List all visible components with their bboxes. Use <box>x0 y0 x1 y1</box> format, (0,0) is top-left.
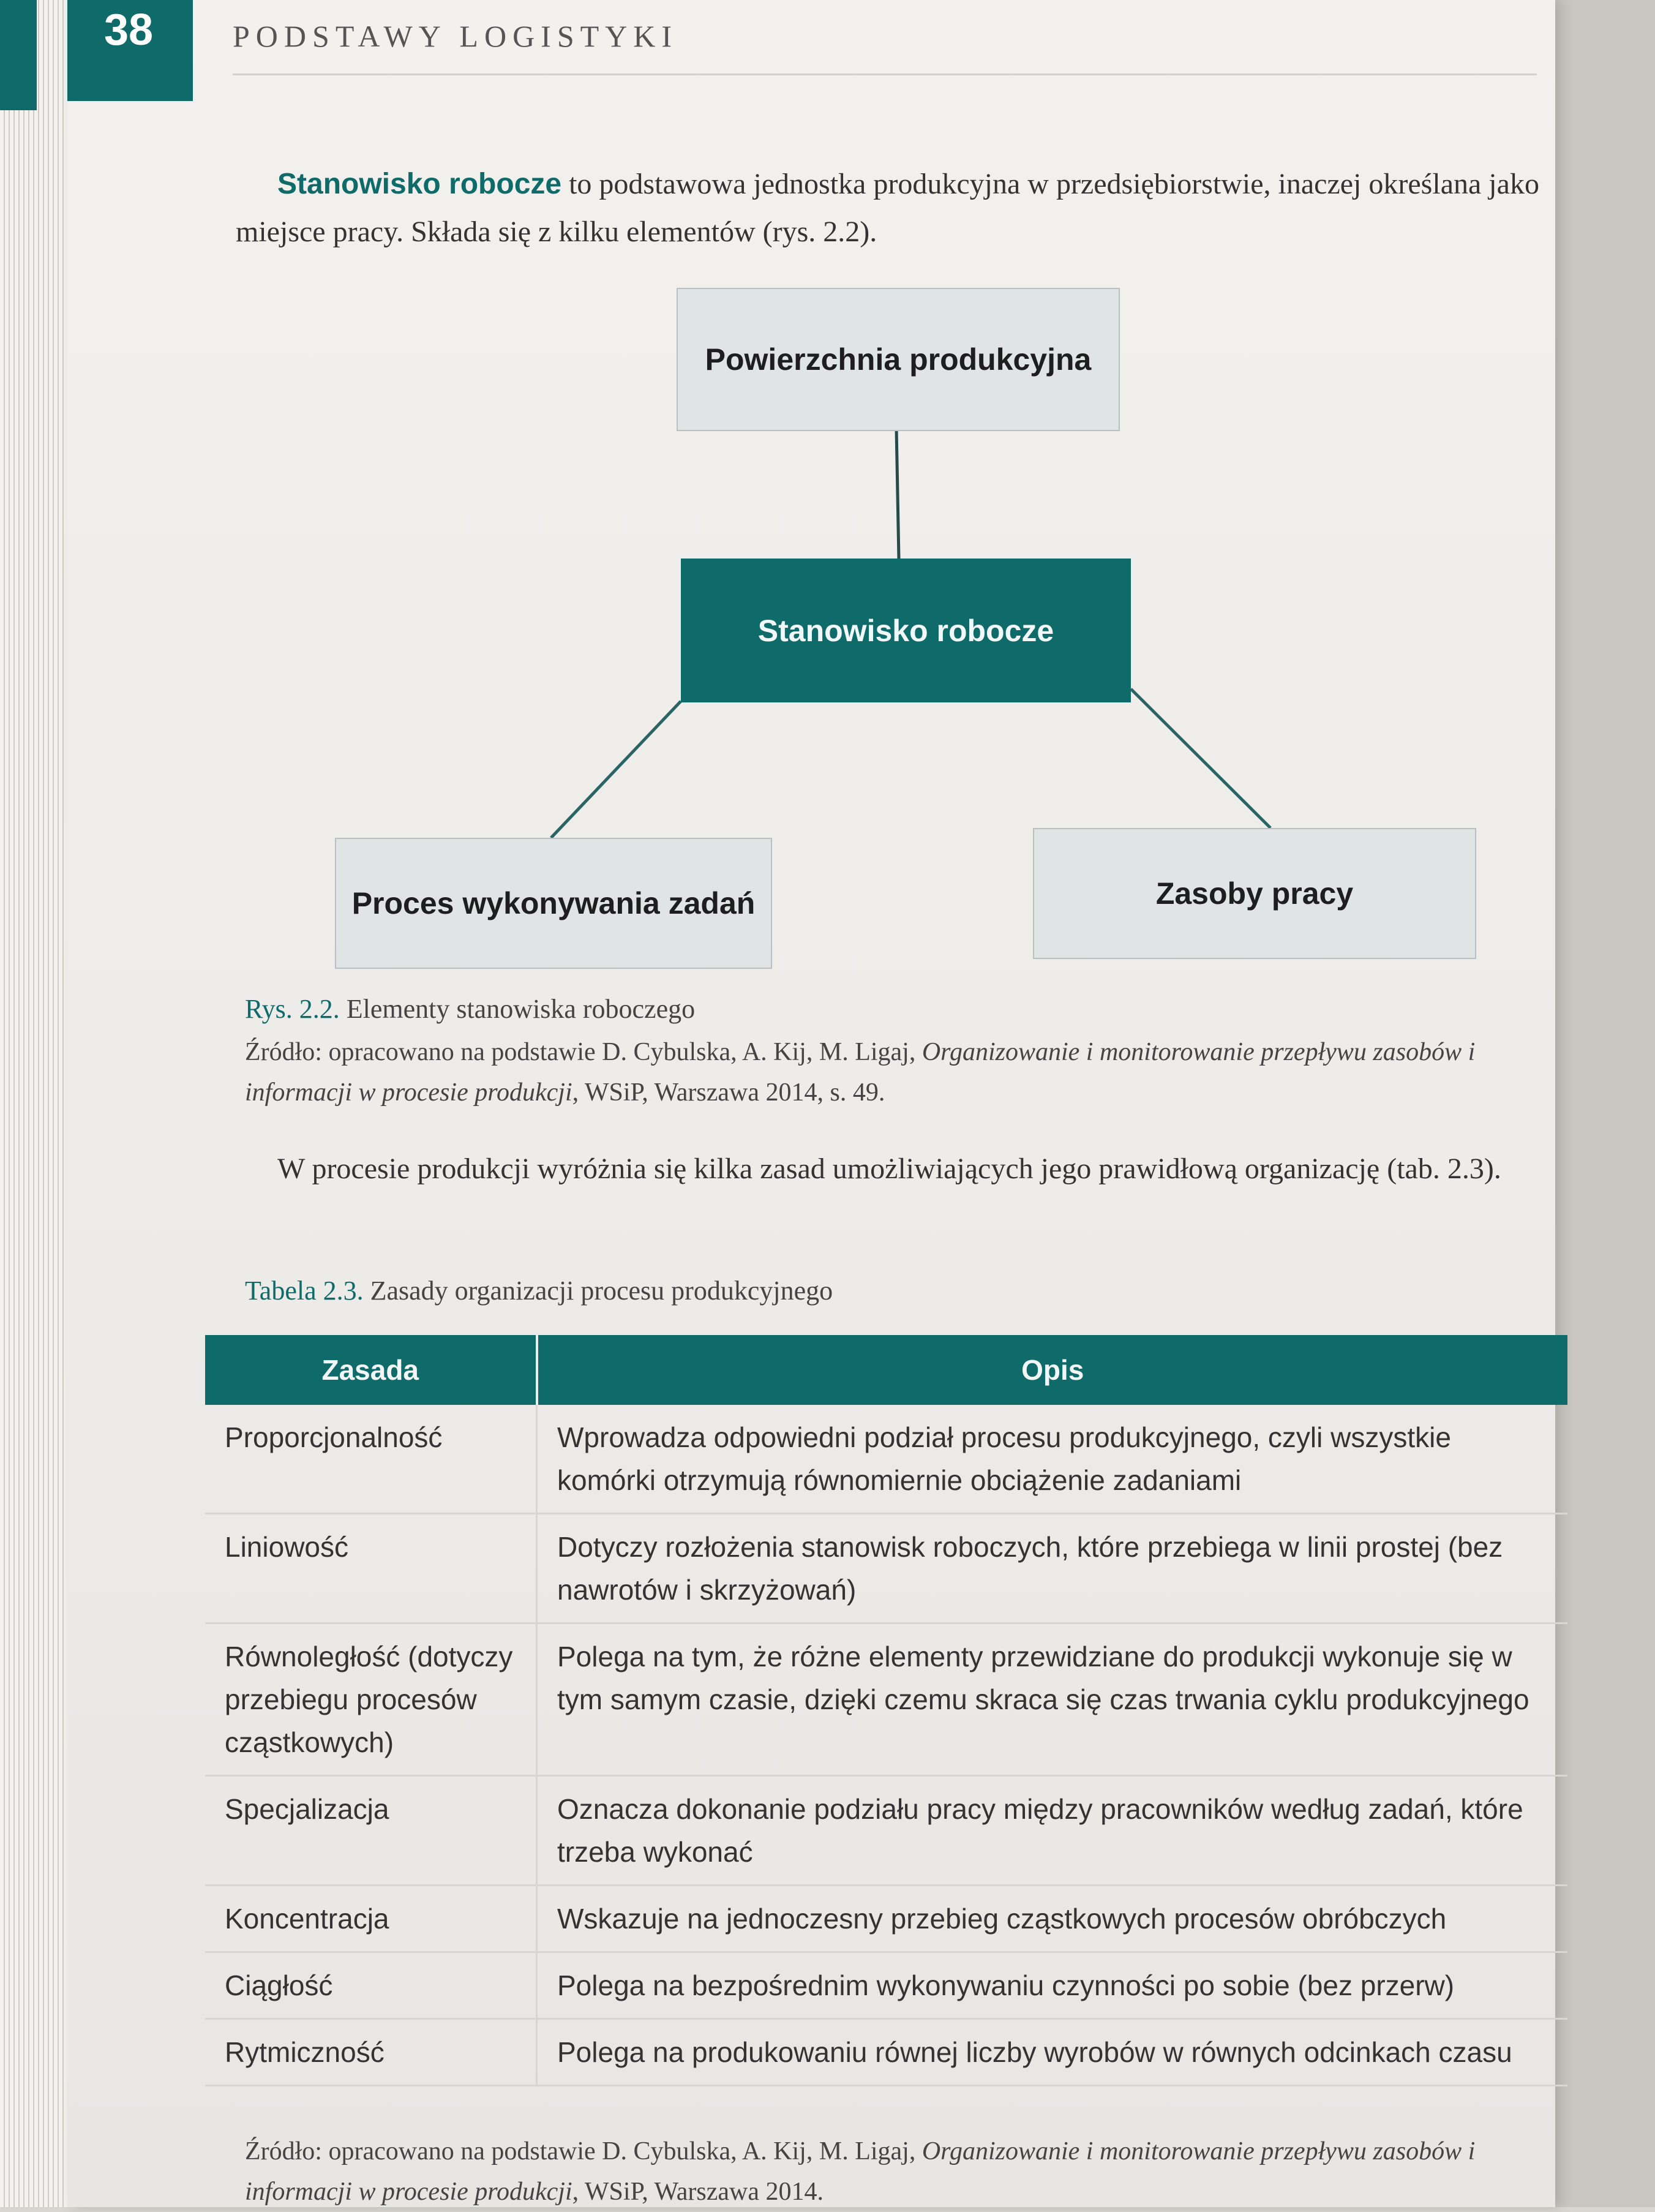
cell-zasada: Rytmiczność <box>205 2019 537 2086</box>
book-right-margin <box>1555 0 1655 2207</box>
figure-number: Rys. 2.2. <box>245 994 340 1024</box>
table-row <box>205 1886 1567 1952</box>
table-title: Zasady organizacji procesu produkcyjnego <box>363 1276 833 1306</box>
table-source-suffix: , WSiP, Warszawa 2014. <box>572 2178 824 2206</box>
connector-top <box>896 429 899 559</box>
table-row <box>205 2019 1567 2086</box>
figure-source-suffix: , WSiP, Warszawa 2014, s. 49. <box>572 1078 885 1107</box>
cell-zasada: Proporcjonalność <box>205 1405 537 1514</box>
node-proces: Proces wykonywania zadań <box>335 838 772 969</box>
cell-opis: Polega na bezpośrednim wykonywaniu czynności po sobie (bez przerw) <box>537 1952 1568 2019</box>
table-caption <box>245 1271 833 1311</box>
cell-opis: Wskazuje na jednoczesny przebieg cząstkowych procesów obróbczych <box>537 1886 1568 1952</box>
node-stanowisko: Stanowisko robocze <box>681 559 1131 702</box>
cell-opis: Polega na produkowaniu równej liczby wyrobów w równych odcinkach czasu <box>537 2019 1568 2086</box>
header-zasada: Zasada <box>205 1335 537 1405</box>
connector-left <box>551 701 681 838</box>
figure-source-prefix: Źródło: opracowano na podstawie D. Cybulska, A. Kij, M. Ligaj, <box>245 1038 922 1066</box>
node-zasoby: Zasoby pracy <box>1033 828 1476 959</box>
figure-source-title: Organizowanie i monitorowanie przepływu zasobów i informacji w procesie produkcji <box>245 1038 1476 1107</box>
figure-title: Elementy stanowiska roboczego <box>339 994 696 1024</box>
diagram <box>67 0 1555 1010</box>
running-title: PODSTAWY LOGISTYKI <box>233 19 678 53</box>
cell-zasada: Ciągłość <box>205 1952 537 2019</box>
cell-zasada: Liniowość <box>205 1514 537 1623</box>
page-number: 38 <box>104 6 154 55</box>
table-row <box>205 1776 1567 1886</box>
cell-opis: Oznacza dokonanie podziału pracy między pracowników według zadań, które trzeba wykonać <box>537 1776 1568 1886</box>
table-number: Tabela 2.3. <box>245 1276 364 1306</box>
intro-term: Stanowisko robocze <box>277 168 562 200</box>
page-edge-stack <box>0 0 67 2207</box>
paragraph-2: W procesie produkcji wyróżnia się kilka zasad umożliwiających jego prawidłową organizację (tab. 2.3). <box>277 1153 1501 1185</box>
page-edge-tab <box>0 0 37 110</box>
cell-zasada: Specjalizacja <box>205 1776 537 1886</box>
connector-right <box>1131 689 1270 828</box>
table-row <box>205 1514 1567 1623</box>
figure-source <box>245 1032 1549 1113</box>
table-source-prefix: Źródło: opracowano na podstawie D. Cybulska, A. Kij, M. Ligaj, <box>245 2137 922 2165</box>
cell-opis: Wprowadza odpowiedni podział procesu produkcyjnego, czyli wszystkie komórki otrzymują równomiernie obciążenie zadaniami <box>537 1405 1568 1514</box>
table-row <box>205 1405 1567 1514</box>
book-page <box>67 0 1555 2207</box>
cell-zasada: Koncentracja <box>205 1886 537 1952</box>
figure-caption <box>245 989 695 1029</box>
table-row <box>205 1952 1567 2019</box>
cell-opis: Dotyczy rozłożenia stanowisk roboczych, które przebiega w linii prostej (bez nawrotów i skrzyżowań) <box>537 1514 1568 1623</box>
table-header-row <box>205 1335 1567 1405</box>
table-source-title: Organizowanie i monitorowanie przepływu zasobów i informacji w procesie produkcji <box>245 2137 1476 2206</box>
node-powierzchnia: Powierzchnia produkcyjna <box>677 288 1120 431</box>
intro-text: to podstawowa jednostka produkcyjna w przedsiębiorstwie, inaczej określana jako miejsce pracy. Składa się z kilku elementów (rys. 2.2). <box>236 168 1539 248</box>
rules-table <box>205 1335 1567 2086</box>
header-opis: Opis <box>537 1335 1568 1405</box>
cell-zasada: Równoległość (dotyczy przebiegu procesów cząstkowych) <box>205 1623 537 1776</box>
table-row <box>205 1623 1567 1776</box>
table-source <box>245 2131 1561 2212</box>
cell-opis: Polega na tym, że różne elementy przewidziane do produkcji wykonuje się w tym samym czasie, dzięki czemu skraca się czas trwania cyklu produkcyjnego <box>537 1623 1568 1776</box>
